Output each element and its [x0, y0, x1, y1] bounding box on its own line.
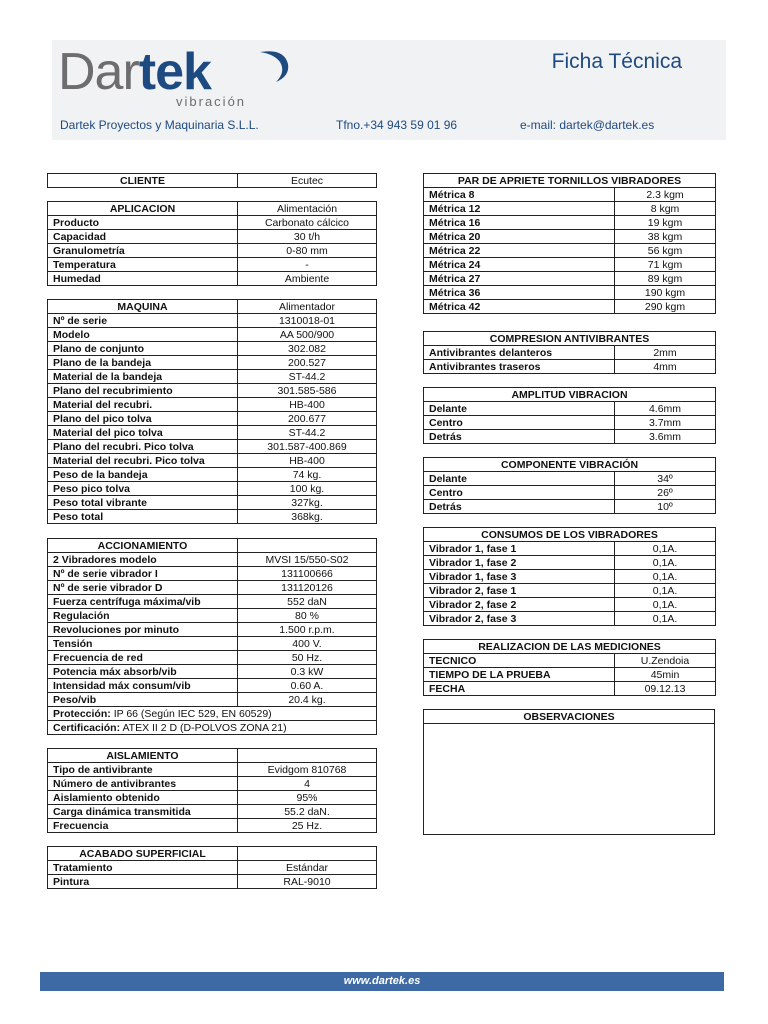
row-label: Nº de serie [48, 314, 238, 328]
table-row [48, 482, 377, 496]
table-row [424, 668, 716, 682]
row-label: Material de la bandeja [48, 370, 238, 384]
table-row [48, 230, 377, 244]
row-value: 301.587-400.869 [238, 440, 377, 454]
observaciones-table [423, 709, 715, 724]
proteccion-row-label: Protección: [53, 707, 111, 720]
logo-text-tek: tek [138, 43, 211, 101]
table-row [424, 542, 716, 556]
mediciones-label: REALIZACION DE LAS MEDICIONES [424, 640, 716, 654]
mediciones-table [423, 639, 716, 696]
row-value: 200.527 [238, 356, 377, 370]
table-row [48, 595, 377, 609]
row-label: Pintura [48, 875, 238, 889]
row-label: Número de antivibrantes [48, 777, 238, 791]
row-label: Regulación [48, 609, 238, 623]
row-value: 4.6mm [615, 402, 716, 416]
aislamiento-value [238, 749, 377, 763]
row-value: 09.12.13 [615, 682, 716, 696]
row-label: Plano del pico tolva [48, 412, 238, 426]
table-row [424, 556, 716, 570]
table-row [424, 258, 716, 272]
row-value: 0,1A. [615, 584, 716, 598]
aislamiento-table [47, 748, 377, 833]
row-label: Carga dinámica transmitida [48, 805, 238, 819]
row-label: Humedad [48, 272, 238, 286]
amplitud-label: AMPLITUD VIBRACION [424, 388, 716, 402]
acabado-table [47, 846, 377, 889]
accionamiento-label: ACCIONAMIENTO [48, 539, 238, 553]
table-row [48, 314, 377, 328]
table-row [48, 805, 377, 819]
maquina-value: Alimentador [238, 300, 377, 314]
row-value: HB-400 [238, 398, 377, 412]
row-label: Antivibrantes traseros [424, 360, 615, 374]
table-row [48, 567, 377, 581]
row-value: ST-44.2 [238, 426, 377, 440]
row-value: ST-44.2 [238, 370, 377, 384]
accionamiento-table [47, 538, 377, 735]
row-label: Revoluciones por minuto [48, 623, 238, 637]
row-label: Nº de serie vibrador I [48, 567, 238, 581]
table-row [424, 416, 716, 430]
row-value: RAL-9010 [238, 875, 377, 889]
row-label: Potencia máx absorb/vib [48, 665, 238, 679]
company-name: Dartek Proyectos y Maquinaria S.L.L. [60, 118, 259, 132]
table-row [48, 665, 377, 679]
table-row [48, 454, 377, 468]
row-value: MVSI 15/550-S02 [238, 553, 377, 567]
row-value: 80 % [238, 609, 377, 623]
row-value: 0,1A. [615, 542, 716, 556]
row-label: Métrica 42 [424, 300, 615, 314]
table-row [48, 623, 377, 637]
certificacion-row-label: Certificación: [53, 721, 121, 734]
table-row [424, 346, 716, 360]
row-value: 71 kgm [615, 258, 716, 272]
row-value: 74 kg. [238, 468, 377, 482]
row-label: Antivibrantes delanteros [424, 346, 615, 360]
table-row [48, 384, 377, 398]
row-label: 2 Vibradores modelo [48, 553, 238, 567]
row-label: Fuerza centrífuga máxima/vib [48, 595, 238, 609]
row-value: 190 kgm [615, 286, 716, 300]
table-row [48, 679, 377, 693]
table-row [48, 763, 377, 777]
row-value: U.Zendoia [615, 654, 716, 668]
row-label: Vibrador 2, fase 2 [424, 598, 615, 612]
row-label: Tipo de antivibrante [48, 763, 238, 777]
table-row [424, 654, 716, 668]
row-label: Intensidad máx consum/vib [48, 679, 238, 693]
row-label: Capacidad [48, 230, 238, 244]
consumos-label: CONSUMOS DE LOS VIBRADORES [424, 528, 716, 542]
table-row [424, 486, 716, 500]
row-value: 131120126 [238, 581, 377, 595]
row-label: Vibrador 1, fase 2 [424, 556, 615, 570]
row-label: Producto [48, 216, 238, 230]
row-label: Detrás [424, 500, 615, 514]
par-apriete-label: PAR DE APRIETE TORNILLOS VIBRADORES [424, 174, 716, 188]
cliente-label: CLIENTE [48, 174, 238, 188]
row-label: Vibrador 1, fase 3 [424, 570, 615, 584]
table-row [48, 258, 377, 272]
table-row [48, 272, 377, 286]
row-label: Centro [424, 486, 615, 500]
table-row [424, 402, 716, 416]
table-row [48, 244, 377, 258]
company-email: e-mail: dartek@dartek.es [520, 118, 655, 132]
row-label: TIEMPO DE LA PRUEBA [424, 668, 615, 682]
table-row [48, 328, 377, 342]
row-label: Frecuencia de red [48, 651, 238, 665]
row-label: Modelo [48, 328, 238, 342]
table-row [48, 426, 377, 440]
row-value: 19 kgm [615, 216, 716, 230]
table-row [48, 496, 377, 510]
compresion-label: COMPRESION ANTIVIBRANTES [424, 332, 716, 346]
row-label: Vibrador 2, fase 3 [424, 612, 615, 626]
row-label: Centro [424, 416, 615, 430]
row-label: Granulometría [48, 244, 238, 258]
row-label: Plano del recubri. Pico tolva [48, 440, 238, 454]
row-value: 0-80 mm [238, 244, 377, 258]
table-row [48, 356, 377, 370]
table-row [424, 570, 716, 584]
row-label: Delante [424, 402, 615, 416]
table-row [48, 777, 377, 791]
row-label: Temperatura [48, 258, 238, 272]
table-row [48, 609, 377, 623]
table-row [48, 651, 377, 665]
table-row [424, 300, 716, 314]
row-value: 552 daN [238, 595, 377, 609]
row-value: 2.3 kgm [615, 188, 716, 202]
table-row [424, 230, 716, 244]
row-value: 1.500 r.p.m. [238, 623, 377, 637]
table-row [48, 861, 377, 875]
table-row [424, 202, 716, 216]
table-row [424, 584, 716, 598]
par-apriete-table [423, 173, 716, 314]
table-row [48, 398, 377, 412]
dartek-logo [58, 42, 298, 110]
table-row [48, 468, 377, 482]
row-value: 25 Hz. [238, 819, 377, 833]
table-row [424, 598, 716, 612]
row-label: Métrica 22 [424, 244, 615, 258]
row-label: Vibrador 1, fase 1 [424, 542, 615, 556]
row-label: FECHA [424, 682, 615, 696]
row-value: 0,1A. [615, 598, 716, 612]
company-phone: Tfno.+34 943 59 01 96 [336, 118, 458, 132]
row-value: 55.2 daN. [238, 805, 377, 819]
row-value: 400 V. [238, 637, 377, 651]
row-label: Vibrador 2, fase 1 [424, 584, 615, 598]
row-label: Delante [424, 472, 615, 486]
compresion-table [423, 331, 716, 374]
certificacion-row [48, 721, 377, 735]
aplicacion-label: APLICACION [48, 202, 238, 216]
row-value: 10º [615, 500, 716, 514]
row-value: 26º [615, 486, 716, 500]
row-label: Peso pico tolva [48, 482, 238, 496]
row-label: Peso de la bandeja [48, 468, 238, 482]
row-label: Peso/vib [48, 693, 238, 707]
componente-label: COMPONENTE VIBRACIÓN [424, 458, 716, 472]
maquina-label: MAQUINA [48, 300, 238, 314]
row-label: Material del recubri. [48, 398, 238, 412]
table-row [48, 581, 377, 595]
row-label: Métrica 27 [424, 272, 615, 286]
row-value: Ambiente [238, 272, 377, 286]
amplitud-table [423, 387, 716, 444]
table-row [48, 370, 377, 384]
maquina-table [47, 299, 377, 524]
row-value: 30 t/h [238, 230, 377, 244]
row-value: 2mm [615, 346, 716, 360]
table-row [48, 510, 377, 524]
row-value: 1310018-01 [238, 314, 377, 328]
logo-subtitle: vibración [176, 94, 247, 109]
row-value: 302.082 [238, 342, 377, 356]
row-label: Frecuencia [48, 819, 238, 833]
table-row [48, 440, 377, 454]
row-label: Aislamiento obtenido [48, 791, 238, 805]
table-row [424, 216, 716, 230]
table-row [424, 500, 716, 514]
row-value: 3.6mm [615, 430, 716, 444]
row-value: 4 [238, 777, 377, 791]
row-label: Nº de serie vibrador D [48, 581, 238, 595]
footer-url: www.dartek.es [343, 975, 421, 987]
row-value: 0,1A. [615, 612, 716, 626]
row-value: - [238, 258, 377, 272]
table-row [48, 791, 377, 805]
row-value: 89 kgm [615, 272, 716, 286]
row-value: HB-400 [238, 454, 377, 468]
componente-table [423, 457, 716, 514]
accionamiento-value [238, 539, 377, 553]
row-label: Material del recubri. Pico tolva [48, 454, 238, 468]
table-row [424, 286, 716, 300]
aislamiento-label: AISLAMIENTO [48, 749, 238, 763]
row-label: Detrás [424, 430, 615, 444]
row-value: 38 kgm [615, 230, 716, 244]
observaciones-box [423, 724, 715, 835]
certificacion-row-value: ATEX II 2 D (D-POLVOS ZONA 21) [122, 721, 287, 734]
page-title: Ficha Técnica [551, 50, 682, 73]
logo-text-dar: Dar [58, 43, 139, 101]
row-value: 45min [615, 668, 716, 682]
row-label: Métrica 24 [424, 258, 615, 272]
table-row [48, 693, 377, 707]
row-label: Material del pico tolva [48, 426, 238, 440]
consumos-table [423, 527, 716, 626]
table-row [48, 819, 377, 833]
cliente-value: Ecutec [238, 174, 377, 188]
table-row [424, 472, 716, 486]
row-label: Métrica 12 [424, 202, 615, 216]
row-value: 0,1A. [615, 570, 716, 584]
row-label: Métrica 16 [424, 216, 615, 230]
proteccion-row-value: IP 66 (Según IEC 529, EN 60529) [113, 707, 272, 720]
row-value: 131100666 [238, 567, 377, 581]
row-value: Carbonato cálcico [238, 216, 377, 230]
row-value: 3.7mm [615, 416, 716, 430]
row-value: 34º [615, 472, 716, 486]
proteccion-row [48, 707, 377, 721]
logo-swoosh-icon [254, 46, 294, 86]
row-value: Evidgom 810768 [238, 763, 377, 777]
row-label: Peso total [48, 510, 238, 524]
row-value: 4mm [615, 360, 716, 374]
row-value: 56 kgm [615, 244, 716, 258]
table-row [48, 637, 377, 651]
row-value: 200.677 [238, 412, 377, 426]
row-value: AA 500/900 [238, 328, 377, 342]
row-value: 20.4 kg. [238, 693, 377, 707]
row-value: 327kg. [238, 496, 377, 510]
row-label: Métrica 36 [424, 286, 615, 300]
table-row [424, 360, 716, 374]
table-row [424, 244, 716, 258]
table-row [48, 875, 377, 889]
row-label: TECNICO [424, 654, 615, 668]
row-value: 301.585-586 [238, 384, 377, 398]
row-label: Métrica 8 [424, 188, 615, 202]
aplicacion-table [47, 201, 377, 286]
table-row [424, 272, 716, 286]
row-value: 0,1A. [615, 556, 716, 570]
aplicacion-value: Alimentación [238, 202, 377, 216]
table-row [424, 188, 716, 202]
table-row [48, 342, 377, 356]
row-value: 0.60 A. [238, 679, 377, 693]
row-label: Plano de conjunto [48, 342, 238, 356]
row-label: Plano de la bandeja [48, 356, 238, 370]
row-label: Tensión [48, 637, 238, 651]
row-value: 290 kgm [615, 300, 716, 314]
row-label: Métrica 20 [424, 230, 615, 244]
table-row [424, 612, 716, 626]
row-label: Plano del recubrimiento [48, 384, 238, 398]
table-row [48, 412, 377, 426]
acabado-value [238, 847, 377, 861]
row-value: 50 Hz. [238, 651, 377, 665]
row-value: 95% [238, 791, 377, 805]
row-label: Peso total vibrante [48, 496, 238, 510]
table-row [424, 682, 716, 696]
row-value: Estándar [238, 861, 377, 875]
acabado-label: ACABADO SUPERFICIAL [48, 847, 238, 861]
observaciones-label: OBSERVACIONES [424, 710, 715, 724]
document-header [52, 40, 726, 140]
row-label: Tratamiento [48, 861, 238, 875]
table-row [48, 553, 377, 567]
table-row [48, 216, 377, 230]
footer-bar [40, 972, 724, 991]
table-row [424, 430, 716, 444]
row-value: 8 kgm [615, 202, 716, 216]
row-value: 0.3 kW [238, 665, 377, 679]
row-value: 100 kg. [238, 482, 377, 496]
row-value: 368kg. [238, 510, 377, 524]
observaciones-section [423, 709, 715, 835]
cliente-table [47, 173, 377, 188]
